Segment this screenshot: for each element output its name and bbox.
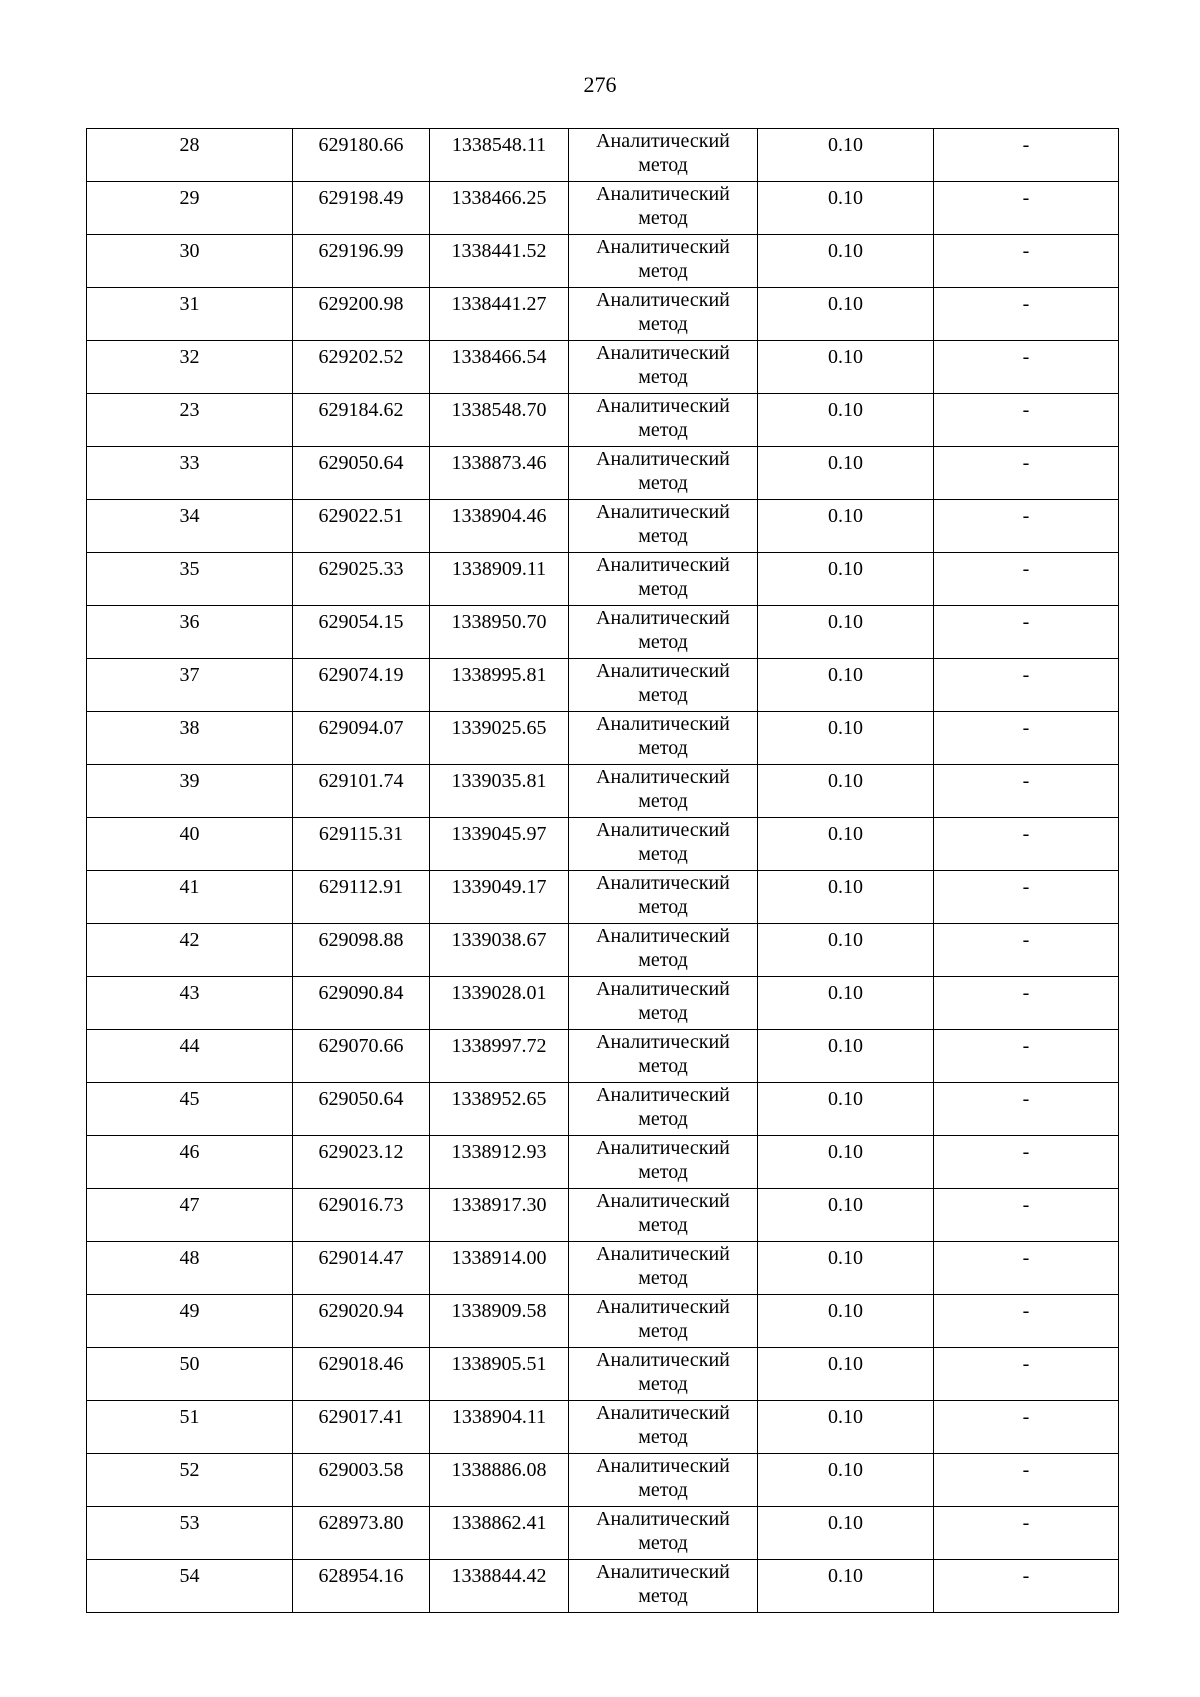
method-line-1: Аналитический: [596, 1137, 730, 1159]
y-coordinate-cell: 1339049.17: [430, 871, 569, 924]
note-cell: -: [934, 1083, 1119, 1136]
method-line-2: метод: [638, 260, 688, 282]
y-coordinate-cell: 1338873.46: [430, 447, 569, 500]
page-number: 276: [583, 72, 617, 97]
accuracy-cell: 0.10: [758, 394, 934, 447]
table-row: [87, 1295, 1119, 1348]
method-line-1: Аналитический: [596, 872, 730, 894]
x-coordinate-cell: 629196.99: [293, 235, 430, 288]
method-line-1: Аналитический: [596, 289, 730, 311]
table-row: [87, 500, 1119, 553]
note-cell: -: [934, 1348, 1119, 1401]
x-coordinate-cell: 628973.80: [293, 1507, 430, 1560]
x-coordinate-cell: 629025.33: [293, 553, 430, 606]
method-line-1: Аналитический: [596, 607, 730, 629]
point-number-cell: 47: [87, 1189, 293, 1242]
x-coordinate-cell: 629017.41: [293, 1401, 430, 1454]
y-coordinate-cell: 1338466.25: [430, 182, 569, 235]
method-cell: [569, 447, 758, 500]
method-line-1: Аналитический: [596, 554, 730, 576]
method-line-2: метод: [638, 1002, 688, 1024]
x-coordinate-cell: 629198.49: [293, 182, 430, 235]
y-coordinate-cell: 1338441.27: [430, 288, 569, 341]
point-number-cell: 29: [87, 182, 293, 235]
y-coordinate-cell: 1338548.11: [430, 129, 569, 182]
x-coordinate-cell: 629014.47: [293, 1242, 430, 1295]
note-cell: -: [934, 977, 1119, 1030]
note-cell: -: [934, 712, 1119, 765]
method-cell: [569, 1560, 758, 1613]
table-row: [87, 394, 1119, 447]
method-cell: [569, 1507, 758, 1560]
method-cell: [569, 1348, 758, 1401]
method-line-1: Аналитический: [596, 1402, 730, 1424]
table-row: [87, 977, 1119, 1030]
point-number-cell: 54: [87, 1560, 293, 1613]
point-number-cell: 42: [87, 924, 293, 977]
method-line-1: Аналитический: [596, 766, 730, 788]
note-cell: -: [934, 765, 1119, 818]
accuracy-cell: 0.10: [758, 288, 934, 341]
method-cell: [569, 1295, 758, 1348]
method-cell: [569, 1401, 758, 1454]
point-number-cell: 45: [87, 1083, 293, 1136]
method-line-1: Аналитический: [596, 1561, 730, 1583]
point-number-cell: 39: [87, 765, 293, 818]
method-line-1: Аналитический: [596, 342, 730, 364]
table-row: [87, 1348, 1119, 1401]
method-cell: [569, 235, 758, 288]
table-row: [87, 1507, 1119, 1560]
x-coordinate-cell: 629180.66: [293, 129, 430, 182]
y-coordinate-cell: 1339025.65: [430, 712, 569, 765]
note-cell: -: [934, 924, 1119, 977]
table-row: [87, 1242, 1119, 1295]
x-coordinate-cell: 629184.62: [293, 394, 430, 447]
method-line-1: Аналитический: [596, 501, 730, 523]
accuracy-cell: 0.10: [758, 1348, 934, 1401]
method-line-1: Аналитический: [596, 1031, 730, 1053]
point-number-cell: 23: [87, 394, 293, 447]
method-line-2: метод: [638, 366, 688, 388]
method-line-1: Аналитический: [596, 1508, 730, 1530]
method-line-2: метод: [638, 1532, 688, 1554]
note-cell: -: [934, 341, 1119, 394]
method-line-2: метод: [638, 843, 688, 865]
note-cell: -: [934, 182, 1119, 235]
method-line-1: Аналитический: [596, 130, 730, 152]
accuracy-cell: 0.10: [758, 447, 934, 500]
method-cell: [569, 341, 758, 394]
method-line-2: метод: [638, 631, 688, 653]
method-line-2: метод: [638, 419, 688, 441]
method-cell: [569, 394, 758, 447]
table-row: [87, 1030, 1119, 1083]
method-cell: [569, 712, 758, 765]
point-number-cell: 46: [87, 1136, 293, 1189]
note-cell: -: [934, 553, 1119, 606]
note-cell: -: [934, 235, 1119, 288]
y-coordinate-cell: 1338997.72: [430, 1030, 569, 1083]
method-line-2: метод: [638, 313, 688, 335]
method-cell: [569, 129, 758, 182]
accuracy-cell: 0.10: [758, 1083, 934, 1136]
accuracy-cell: 0.10: [758, 182, 934, 235]
accuracy-cell: 0.10: [758, 765, 934, 818]
note-cell: -: [934, 1030, 1119, 1083]
x-coordinate-cell: 629054.15: [293, 606, 430, 659]
accuracy-cell: 0.10: [758, 129, 934, 182]
accuracy-cell: 0.10: [758, 977, 934, 1030]
method-line-2: метод: [638, 1320, 688, 1342]
method-line-1: Аналитический: [596, 448, 730, 470]
point-number-cell: 40: [87, 818, 293, 871]
table-row: [87, 235, 1119, 288]
y-coordinate-cell: 1338995.81: [430, 659, 569, 712]
table-row: [87, 659, 1119, 712]
method-line-2: метод: [638, 525, 688, 547]
y-coordinate-cell: 1338844.42: [430, 1560, 569, 1613]
method-line-2: метод: [638, 1479, 688, 1501]
table-row: [87, 1560, 1119, 1613]
table-row: [87, 1189, 1119, 1242]
method-line-2: метод: [638, 154, 688, 176]
note-cell: -: [934, 1507, 1119, 1560]
y-coordinate-cell: 1338886.08: [430, 1454, 569, 1507]
note-cell: -: [934, 129, 1119, 182]
x-coordinate-cell: 629112.91: [293, 871, 430, 924]
point-number-cell: 52: [87, 1454, 293, 1507]
point-number-cell: 43: [87, 977, 293, 1030]
accuracy-cell: 0.10: [758, 924, 934, 977]
x-coordinate-cell: 629023.12: [293, 1136, 430, 1189]
accuracy-cell: 0.10: [758, 1242, 934, 1295]
accuracy-cell: 0.10: [758, 818, 934, 871]
method-line-1: Аналитический: [596, 1084, 730, 1106]
y-coordinate-cell: 1338950.70: [430, 606, 569, 659]
x-coordinate-cell: 629003.58: [293, 1454, 430, 1507]
method-line-2: метод: [638, 1214, 688, 1236]
table-row: [87, 447, 1119, 500]
x-coordinate-cell: 629050.64: [293, 1083, 430, 1136]
method-cell: [569, 1030, 758, 1083]
accuracy-cell: 0.10: [758, 1189, 934, 1242]
accuracy-cell: 0.10: [758, 1454, 934, 1507]
point-number-cell: 37: [87, 659, 293, 712]
x-coordinate-cell: 629074.19: [293, 659, 430, 712]
table-row: [87, 553, 1119, 606]
table-row: [87, 924, 1119, 977]
method-line-2: метод: [638, 949, 688, 971]
table-row: [87, 1136, 1119, 1189]
x-coordinate-cell: 629090.84: [293, 977, 430, 1030]
note-cell: -: [934, 1136, 1119, 1189]
note-cell: -: [934, 1242, 1119, 1295]
point-number-cell: 44: [87, 1030, 293, 1083]
y-coordinate-cell: 1339035.81: [430, 765, 569, 818]
accuracy-cell: 0.10: [758, 235, 934, 288]
point-number-cell: 53: [87, 1507, 293, 1560]
table-row: [87, 288, 1119, 341]
table-row: [87, 606, 1119, 659]
x-coordinate-cell: 629020.94: [293, 1295, 430, 1348]
point-number-cell: 32: [87, 341, 293, 394]
point-number-cell: 34: [87, 500, 293, 553]
method-line-1: Аналитический: [596, 925, 730, 947]
point-number-cell: 35: [87, 553, 293, 606]
point-number-cell: 38: [87, 712, 293, 765]
point-number-cell: 49: [87, 1295, 293, 1348]
y-coordinate-cell: 1339028.01: [430, 977, 569, 1030]
y-coordinate-cell: 1338909.58: [430, 1295, 569, 1348]
point-number-cell: 50: [87, 1348, 293, 1401]
x-coordinate-cell: 629016.73: [293, 1189, 430, 1242]
method-line-1: Аналитический: [596, 1243, 730, 1265]
y-coordinate-cell: 1338912.93: [430, 1136, 569, 1189]
y-coordinate-cell: 1339038.67: [430, 924, 569, 977]
method-cell: [569, 606, 758, 659]
method-cell: [569, 765, 758, 818]
y-coordinate-cell: 1338466.54: [430, 341, 569, 394]
method-line-2: метод: [638, 1585, 688, 1607]
method-cell: [569, 977, 758, 1030]
y-coordinate-cell: 1338548.70: [430, 394, 569, 447]
note-cell: -: [934, 659, 1119, 712]
method-cell: [569, 818, 758, 871]
accuracy-cell: 0.10: [758, 1560, 934, 1613]
method-cell: [569, 182, 758, 235]
point-number-cell: 28: [87, 129, 293, 182]
note-cell: -: [934, 500, 1119, 553]
y-coordinate-cell: 1338904.46: [430, 500, 569, 553]
point-number-cell: 33: [87, 447, 293, 500]
method-line-2: метод: [638, 896, 688, 918]
note-cell: -: [934, 447, 1119, 500]
x-coordinate-cell: 629202.52: [293, 341, 430, 394]
method-line-2: метод: [638, 472, 688, 494]
x-coordinate-cell: 629200.98: [293, 288, 430, 341]
x-coordinate-cell: 629101.74: [293, 765, 430, 818]
note-cell: -: [934, 1454, 1119, 1507]
point-number-cell: 36: [87, 606, 293, 659]
y-coordinate-cell: 1338862.41: [430, 1507, 569, 1560]
method-cell: [569, 871, 758, 924]
x-coordinate-cell: 629070.66: [293, 1030, 430, 1083]
x-coordinate-cell: 629098.88: [293, 924, 430, 977]
method-line-2: метод: [638, 737, 688, 759]
method-line-2: метод: [638, 1267, 688, 1289]
method-cell: [569, 659, 758, 712]
table-row: [87, 182, 1119, 235]
table-row: [87, 129, 1119, 182]
y-coordinate-cell: 1338909.11: [430, 553, 569, 606]
x-coordinate-cell: 629094.07: [293, 712, 430, 765]
note-cell: -: [934, 1401, 1119, 1454]
y-coordinate-cell: 1338917.30: [430, 1189, 569, 1242]
accuracy-cell: 0.10: [758, 1136, 934, 1189]
method-line-1: Аналитический: [596, 819, 730, 841]
y-coordinate-cell: 1338914.00: [430, 1242, 569, 1295]
note-cell: -: [934, 871, 1119, 924]
table-row: [87, 1083, 1119, 1136]
method-line-2: метод: [638, 684, 688, 706]
accuracy-cell: 0.10: [758, 712, 934, 765]
method-line-1: Аналитический: [596, 713, 730, 735]
method-cell: [569, 500, 758, 553]
method-cell: [569, 1242, 758, 1295]
note-cell: -: [934, 606, 1119, 659]
table-row: [87, 871, 1119, 924]
accuracy-cell: 0.10: [758, 1507, 934, 1560]
accuracy-cell: 0.10: [758, 1401, 934, 1454]
table-row: [87, 765, 1119, 818]
y-coordinate-cell: 1338952.65: [430, 1083, 569, 1136]
accuracy-cell: 0.10: [758, 1030, 934, 1083]
method-line-1: Аналитический: [596, 1349, 730, 1371]
y-coordinate-cell: 1338904.11: [430, 1401, 569, 1454]
accuracy-cell: 0.10: [758, 659, 934, 712]
x-coordinate-cell: 629018.46: [293, 1348, 430, 1401]
y-coordinate-cell: 1338441.52: [430, 235, 569, 288]
method-line-1: Аналитический: [596, 1455, 730, 1477]
point-number-cell: 48: [87, 1242, 293, 1295]
method-line-1: Аналитический: [596, 236, 730, 258]
table-row: [87, 341, 1119, 394]
note-cell: -: [934, 288, 1119, 341]
point-number-cell: 31: [87, 288, 293, 341]
method-cell: [569, 1083, 758, 1136]
method-cell: [569, 1189, 758, 1242]
method-line-2: метод: [638, 1373, 688, 1395]
method-cell: [569, 288, 758, 341]
point-number-cell: 51: [87, 1401, 293, 1454]
method-line-2: метод: [638, 1108, 688, 1130]
method-line-1: Аналитический: [596, 395, 730, 417]
accuracy-cell: 0.10: [758, 1295, 934, 1348]
coordinates-table-body: [87, 129, 1119, 1613]
x-coordinate-cell: 629115.31: [293, 818, 430, 871]
method-line-2: метод: [638, 1426, 688, 1448]
method-line-1: Аналитический: [596, 1190, 730, 1212]
method-line-2: метод: [638, 790, 688, 812]
table-row: [87, 712, 1119, 765]
method-line-2: метод: [638, 578, 688, 600]
note-cell: -: [934, 818, 1119, 871]
coordinates-table: [86, 128, 1119, 1613]
note-cell: -: [934, 394, 1119, 447]
method-cell: [569, 924, 758, 977]
method-line-1: Аналитический: [596, 1296, 730, 1318]
table-row: [87, 1454, 1119, 1507]
method-cell: [569, 1136, 758, 1189]
method-line-2: метод: [638, 1055, 688, 1077]
note-cell: -: [934, 1189, 1119, 1242]
accuracy-cell: 0.10: [758, 500, 934, 553]
method-line-1: Аналитический: [596, 183, 730, 205]
x-coordinate-cell: 629022.51: [293, 500, 430, 553]
table-row: [87, 1401, 1119, 1454]
accuracy-cell: 0.10: [758, 341, 934, 394]
table-row: [87, 818, 1119, 871]
y-coordinate-cell: 1339045.97: [430, 818, 569, 871]
method-cell: [569, 553, 758, 606]
method-line-1: Аналитический: [596, 978, 730, 1000]
x-coordinate-cell: 629050.64: [293, 447, 430, 500]
method-line-1: Аналитический: [596, 660, 730, 682]
y-coordinate-cell: 1338905.51: [430, 1348, 569, 1401]
point-number-cell: 30: [87, 235, 293, 288]
note-cell: -: [934, 1560, 1119, 1613]
accuracy-cell: 0.10: [758, 871, 934, 924]
x-coordinate-cell: 628954.16: [293, 1560, 430, 1613]
point-number-cell: 41: [87, 871, 293, 924]
method-line-2: метод: [638, 207, 688, 229]
accuracy-cell: 0.10: [758, 606, 934, 659]
note-cell: -: [934, 1295, 1119, 1348]
method-cell: [569, 1454, 758, 1507]
accuracy-cell: 0.10: [758, 553, 934, 606]
method-line-2: метод: [638, 1161, 688, 1183]
